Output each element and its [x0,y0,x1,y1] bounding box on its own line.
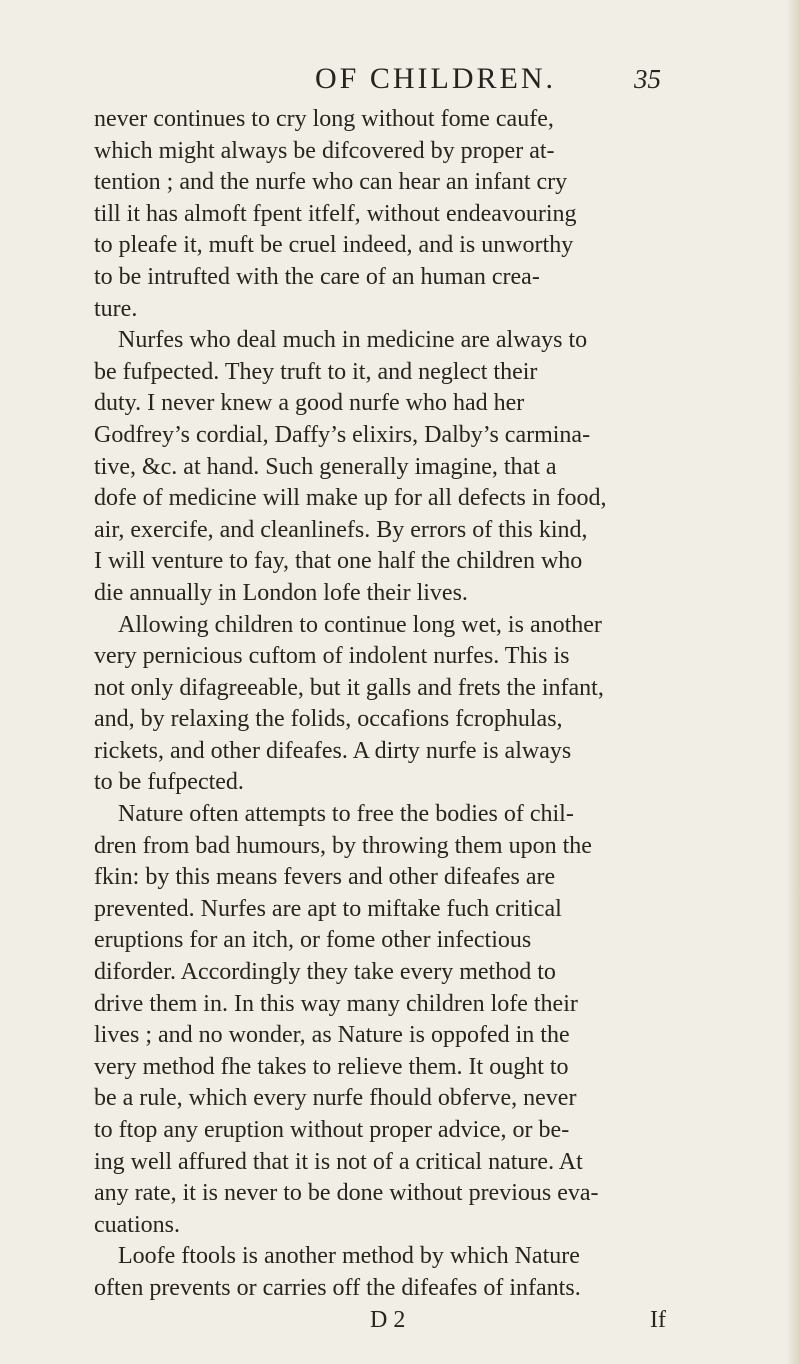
text-line: to ftop any eruption without proper advice, or be- [94,1117,570,1143]
text-line: till it has almoft fpent itfelf, without endeavouring [94,200,577,227]
text-line: drive them in. In this way many children lofe their [94,990,578,1017]
text-line: very pernicious cuftom of indolent nurfes. This is [94,643,570,670]
text-line: rickets, and other difeafes. A dirty nurfe is always [94,737,572,764]
text-line: very method fhe takes to relieve them. It ought to [94,1053,569,1080]
text-line: to be intrufted with the care of an human crea- [94,263,540,290]
page-edge-shadow [786,0,800,1364]
text-line: lives ; and no wonder, as Nature is oppofed in the [94,1022,570,1049]
running-head-title: OF CHILDREN. [315,62,557,95]
text-line: fkin: by this means fevers and other difeafes are [94,864,556,891]
paragraph-start-line: Allowing children to continue long wet, is another [118,611,602,638]
text-line: which might always be difcovered by proper at- [94,137,555,164]
body-text [94,104,724,1305]
text-line: air, exercife, and cleanlinefs. By errors of this kind, [94,516,588,543]
page-number: 35 [634,64,661,94]
text-line: diforder. Accordingly they take every method to [94,959,556,986]
signature-mark: D 2 [370,1307,406,1333]
running-head [0,62,800,102]
text-line: ture. [94,295,138,322]
text-line: be fufpected. They truft to it, and neglect their [94,358,538,385]
text-line: cuations. [94,1211,180,1238]
paragraph-start-line: Loofe ftools is another method by which Nature [118,1243,580,1270]
catchword: If [650,1307,666,1333]
text-line: eruptions for an itch, or fome other infectious [94,927,532,954]
text-line: die annually in London lofe their lives. [94,579,468,606]
text-line: tive, &c. at hand. Such generally imagine, that a [94,453,557,480]
text-line: ing well affured that it is not of a critical nature. At [94,1148,583,1175]
text-line: any rate, it is never to be done without previous eva- [94,1180,599,1207]
text-line: to be fufpected. [94,769,244,796]
text-line: not only difagreeable, but it galls and frets the infant, [94,674,604,701]
text-line: Godfrey’s cordial, Daffy’s elixirs, Dalby’s carmina- [94,421,591,448]
text-line: duty. I never knew a good nurfe who had her [94,390,525,417]
text-line: be a rule, which every nurfe fhould obferve, never [94,1085,577,1112]
text-line: I will venture to fay, that one half the children who [94,548,583,575]
text-line: never continues to cry long without fome caufe, [94,106,554,132]
page-footer [0,1307,800,1339]
text-line: and, by relaxing the folids, occafions fcrophulas, [94,706,563,733]
text-line: often prevents or carries off the difeafes of infants. [94,1274,581,1301]
text-line: dren from bad humours, by throwing them upon the [94,832,592,859]
text-line: dofe of medicine will make up for all defects in food, [94,485,607,512]
text-line: tention ; and the nurfe who can hear an infant cry [94,169,568,196]
paragraph-start-line: Nurfes who deal much in medicine are always to [118,327,588,354]
text-line: to pleafe it, muft be cruel indeed, and is unworthy [94,232,574,259]
text-line: prevented. Nurfes are apt to miftake fuch critical [94,895,562,922]
paragraph-start-line: Nature often attempts to free the bodies of chil- [118,801,574,828]
